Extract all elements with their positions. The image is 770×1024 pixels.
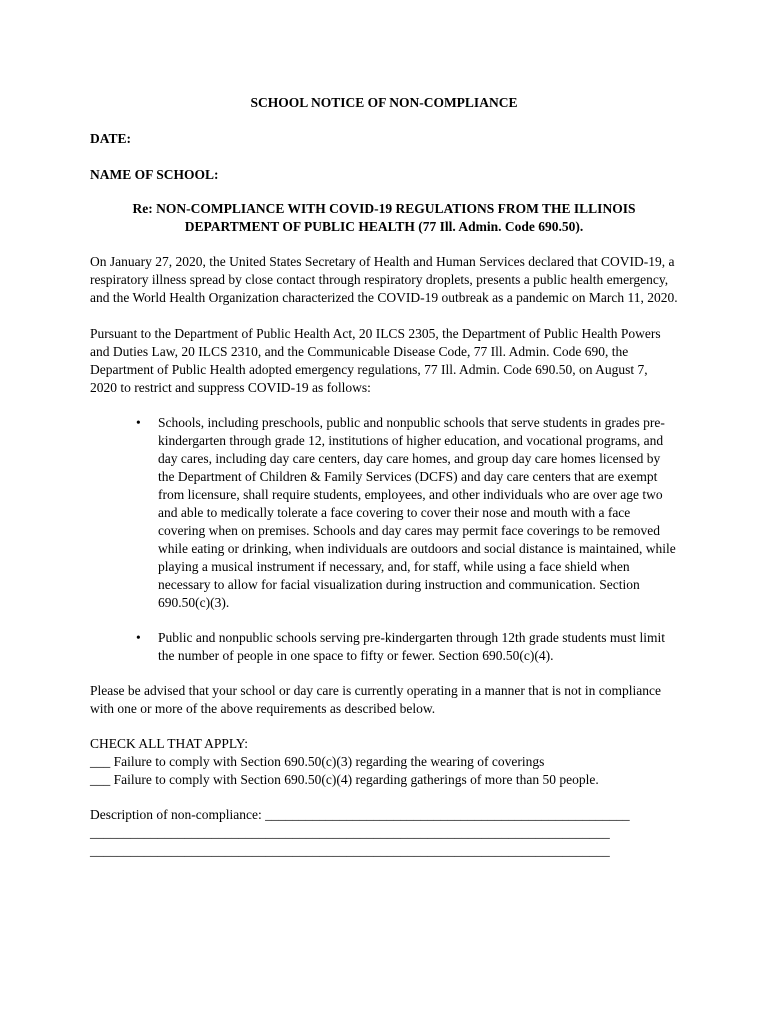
- checklist-item-coverings[interactable]: ___ Failure to comply with Section 690.50(c)(3) regarding the wearing of coverings: [90, 754, 545, 769]
- document-body: [90, 94, 678, 860]
- regarding-line-1: Re: NON-COMPLIANCE WITH COVID-19 REGULATIONS FROM THE ILLINOIS: [132, 201, 636, 216]
- background-paragraph: On January 27, 2020, the United States Secretary of Health and Human Services declared that COVID-19, a respiratory illness spread by close contact through respiratory droplets, presents a public health emergency, and the World Health Organization characterized the COVID-19 outbreak as a pandemic on March 11, 2020.: [90, 254, 678, 305]
- requirement-item-face-coverings: [136, 414, 678, 612]
- authority-paragraph: Pursuant to the Department of Public Health Act, 20 ILCS 2305, the Department of Public Health Powers and Duties Law, 20 ILCS 2310, and the Communicable Disease Code, 77 Ill. Admin. Code 690, the Department of Public Health adopted emergency regulations, 77 Ill. Admin. Code 690.50, on August 7, 2020 to restrict and suppress COVID-19 as follows:: [90, 326, 661, 395]
- bullet-icon: •: [136, 415, 141, 430]
- description-field[interactable]: [90, 806, 678, 824]
- school-name-label: NAME OF SCHOOL:: [90, 167, 219, 182]
- requirement-text: Schools, including preschools, public and nonpublic schools that serve students in grades pre-kindergarten through grade 12, institutions of higher education, and vocational programs, and day cares, including day care centers, day care homes, and group day care homes licensed by the Department of Children & Family Services (DCFS) and day care centers that are exempt from licensure, shall require students, employees, and other individuals who are over age two and able to medically tolerate a face covering to cover their nose and mouth with a face covering when on premises. Schools and day cares may permit face coverings to be removed while eating or drinking, when individuals are outdoors and social distance is maintained, while playing a musical instrument if necessary, and, for staff, while using a face shield when necessary to allow for facial visualization during instruction and communication. Section 690.50(c)(3).: [158, 415, 676, 610]
- description-label: Description of non-compliance:: [90, 807, 266, 822]
- description-blank[interactable]: ______________________________________________________: [265, 807, 630, 822]
- bullet-icon: •: [136, 630, 141, 645]
- requirements-list: [90, 414, 678, 665]
- requirement-item-occupancy: [136, 629, 678, 665]
- description-blank-line[interactable]: _____________________________________________________________________________: [90, 825, 610, 840]
- advisory-paragraph: Please be advised that your school or day care is currently operating in a manner that is not in compliance with one or more of the above requirements as described below.: [90, 683, 661, 716]
- requirement-text: Public and nonpublic schools serving pre-kindergarten through 12th grade students must limit the number of people in one space to fifty or fewer. Section 690.50(c)(4).: [158, 630, 666, 663]
- date-label: DATE:: [90, 131, 132, 146]
- regarding-line-2: DEPARTMENT OF PUBLIC HEALTH (77 Ill. Admin. Code 690.50).: [184, 219, 584, 234]
- document-title: SCHOOL NOTICE OF NON-COMPLIANCE: [250, 95, 518, 110]
- regarding-heading: [90, 200, 678, 236]
- checklist-heading: CHECK ALL THAT APPLY:: [90, 736, 249, 751]
- checklist-item-gatherings[interactable]: ___ Failure to comply with Section 690.50(c)(4) regarding gatherings of more than 50 people.: [90, 772, 599, 787]
- description-blank-line[interactable]: _____________________________________________________________________________: [90, 843, 610, 858]
